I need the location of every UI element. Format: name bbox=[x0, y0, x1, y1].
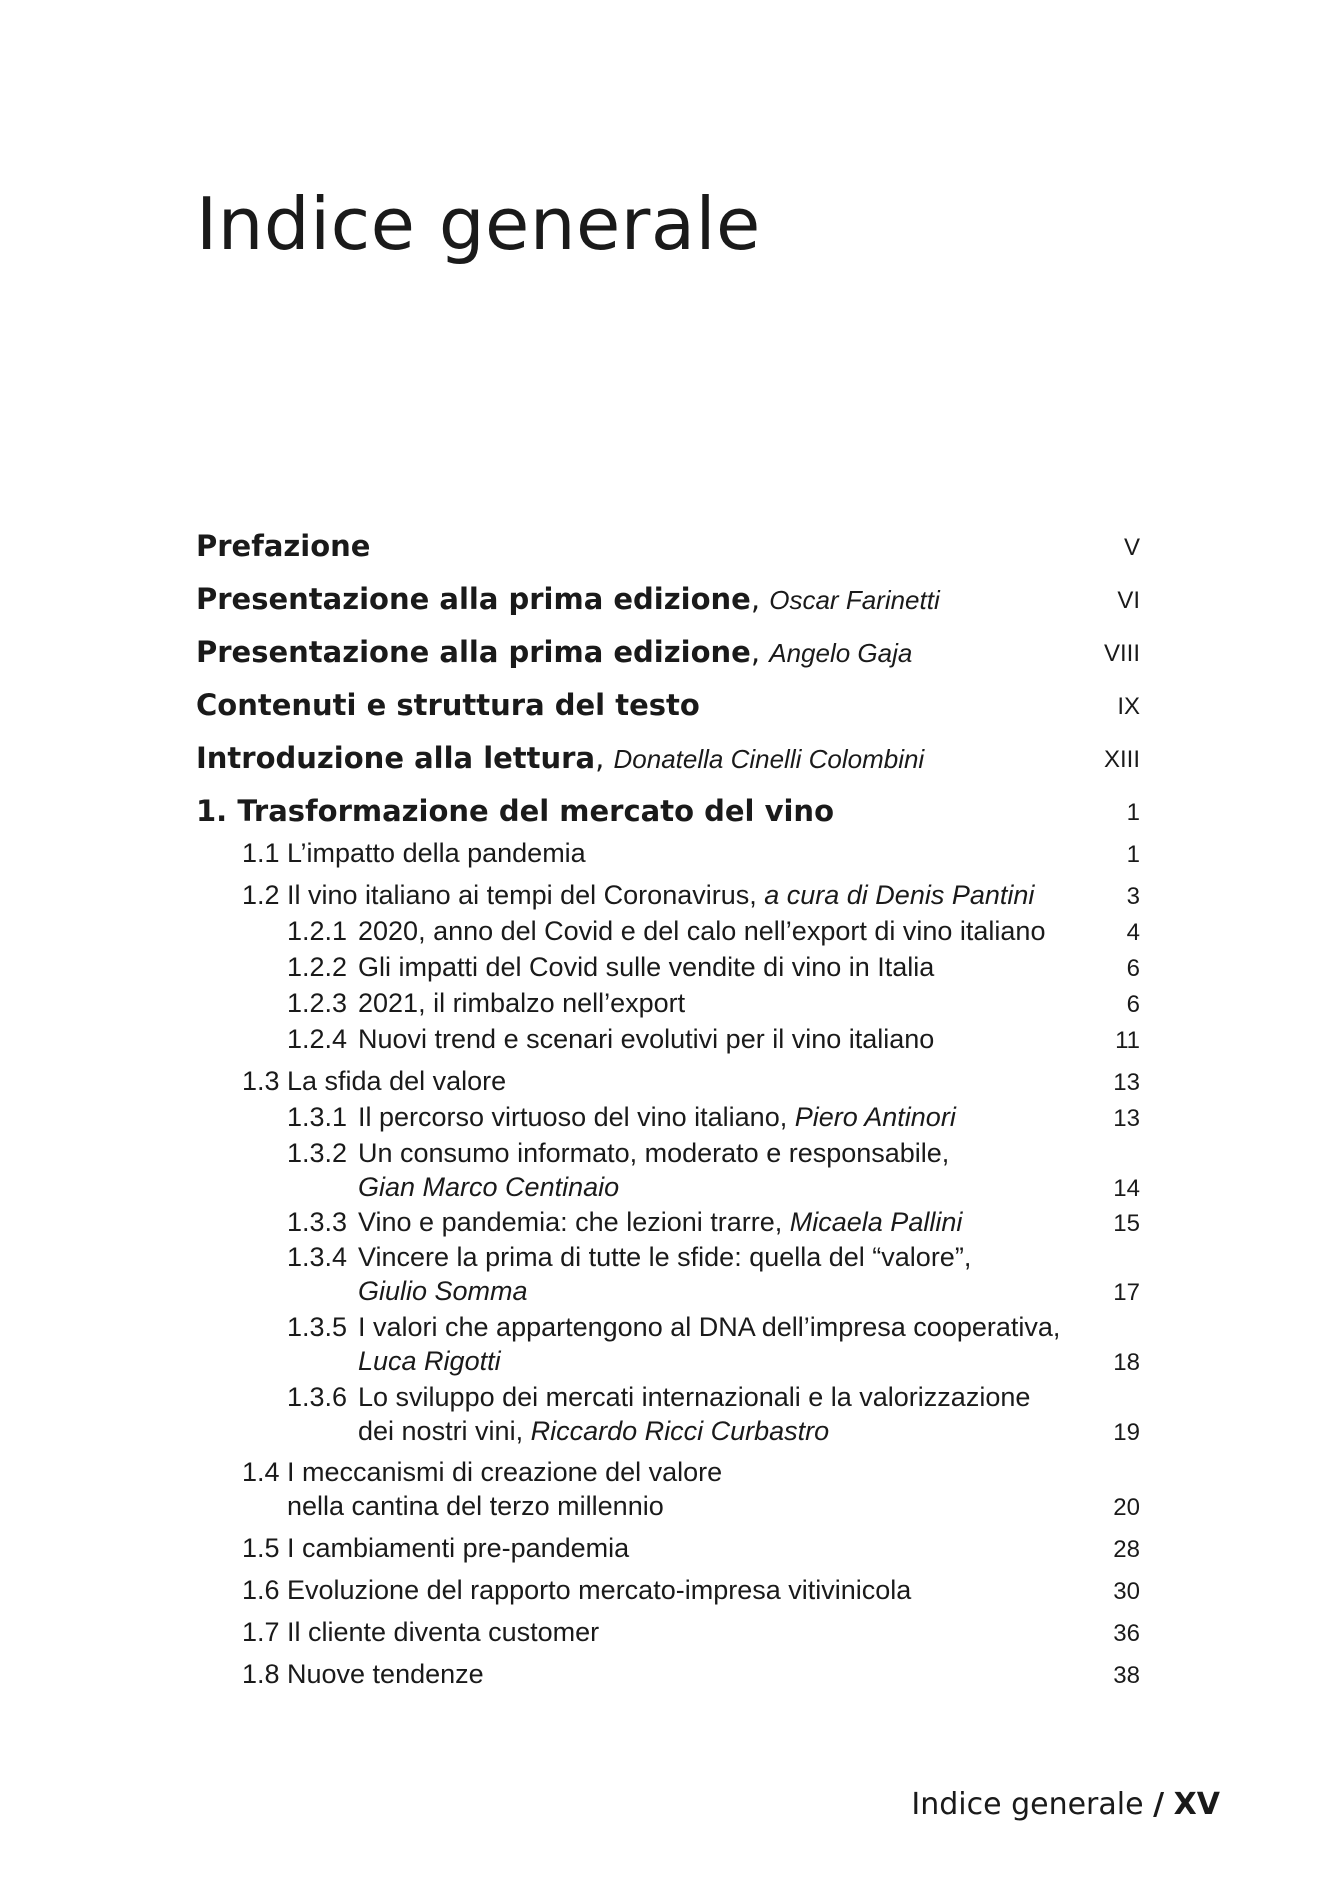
toc-section-title: Lo sviluppo dei mercati internazionali e la valorizzazione bbox=[358, 1382, 1031, 1412]
toc-section-title: Vino e pandemia: che lezioni trarre, bbox=[358, 1207, 783, 1237]
toc-page-number: 3 bbox=[1126, 883, 1140, 910]
toc-page-number: 18 bbox=[1113, 1349, 1140, 1376]
toc-entry-label: Presentazione alla prima edizione, Oscar Farinetti bbox=[196, 582, 940, 616]
toc-entry-label: Contenuti e struttura del testo bbox=[196, 688, 700, 722]
toc-section-title: Un consumo informato, moderato e responsabile, bbox=[358, 1138, 950, 1168]
toc-section-number: 1.5 bbox=[242, 1533, 280, 1563]
toc-section-title: Nuove tendenze bbox=[287, 1659, 484, 1689]
toc-entry-label: Introduzione alla lettura, Donatella Cinelli Colombini bbox=[196, 741, 925, 775]
toc-author: Micaela Pallini bbox=[789, 1207, 963, 1237]
toc-section-number: 1.3.4 bbox=[287, 1242, 348, 1272]
toc-page-number: 15 bbox=[1113, 1210, 1140, 1237]
toc-author: Riccardo Ricci Curbastro bbox=[530, 1416, 830, 1446]
toc-section-number: 1.3.6 bbox=[287, 1382, 348, 1412]
toc-section-number: 1.7 bbox=[242, 1617, 280, 1647]
toc-section-title: Vincere la prima di tutte le sfide: quella del “valore”, bbox=[358, 1242, 972, 1272]
page-footer bbox=[911, 1787, 1220, 1822]
toc-section-number: 1.3.5 bbox=[287, 1312, 348, 1342]
toc-page-number: 1 bbox=[1126, 799, 1140, 826]
toc-section-title: Evoluzione del rapporto mercato-impresa vitivinicola bbox=[287, 1575, 912, 1605]
toc-page-number: 19 bbox=[1113, 1419, 1140, 1446]
toc-section-number: 1.4 bbox=[242, 1457, 280, 1487]
toc-page-number: 14 bbox=[1113, 1175, 1140, 1202]
toc-section-number: 1.2.1 bbox=[287, 916, 348, 946]
toc-section-title: Il cliente diventa customer bbox=[287, 1617, 600, 1647]
toc-section-number: 1.3.3 bbox=[287, 1207, 348, 1237]
toc-page-number: IX bbox=[1117, 693, 1140, 720]
toc-author: Angelo Gaja bbox=[769, 638, 913, 668]
toc-section-number: 1.2.3 bbox=[287, 988, 348, 1018]
toc-author: a cura di Denis Pantini bbox=[764, 880, 1035, 910]
toc-chapter-label: 1. Trasformazione del mercato del vino bbox=[196, 794, 834, 828]
toc-author: Gian Marco Centinaio bbox=[358, 1172, 620, 1202]
toc-section-title: Gli impatti del Covid sulle vendite di vino in Italia bbox=[358, 952, 935, 982]
toc-section-title-cont: dei nostri vini, bbox=[358, 1416, 524, 1446]
toc-section-number: 1.2 bbox=[242, 880, 280, 910]
toc-author: Oscar Farinetti bbox=[769, 585, 940, 615]
toc-section-title-cont: nella cantina del terzo millennio bbox=[287, 1491, 664, 1521]
toc-section-title: L’impatto della pandemia bbox=[287, 838, 586, 868]
toc-section-number: 1.3.2 bbox=[287, 1138, 348, 1168]
toc-section-title: I cambiamenti pre-pandemia bbox=[287, 1533, 630, 1563]
toc-page-number: V bbox=[1123, 534, 1140, 561]
toc-section-title: Nuovi trend e scenari evolutivi per il vino italiano bbox=[358, 1024, 935, 1054]
toc-section-number: 1.2.2 bbox=[287, 952, 348, 982]
toc-section-title: 2021, il rimbalzo nell’export bbox=[358, 988, 686, 1018]
toc-page-number: 38 bbox=[1113, 1662, 1140, 1689]
toc-page-number: 13 bbox=[1113, 1069, 1140, 1096]
toc-page-number: 17 bbox=[1113, 1279, 1140, 1306]
toc-section-number: 1.3 bbox=[242, 1066, 280, 1096]
toc-page-number: 11 bbox=[1115, 1027, 1140, 1054]
toc-page-number: 4 bbox=[1126, 919, 1140, 946]
toc-page-number: VI bbox=[1117, 587, 1140, 614]
toc-page-number: 36 bbox=[1113, 1620, 1140, 1647]
toc-section-number: 1.6 bbox=[242, 1575, 280, 1605]
toc-author: Luca Rigotti bbox=[358, 1346, 501, 1376]
toc-page-number: 30 bbox=[1113, 1578, 1140, 1605]
toc-author: Piero Antinori bbox=[794, 1102, 956, 1132]
toc-section-number: 1.1 bbox=[242, 838, 280, 868]
toc-page-number: 20 bbox=[1113, 1494, 1140, 1521]
toc-section-number: 1.2.4 bbox=[287, 1024, 348, 1054]
toc-section-title: 2020, anno del Covid e del calo nell’export di vino italiano bbox=[358, 916, 1046, 946]
page-title: Indice generale bbox=[196, 182, 761, 266]
footer-page-number: XV bbox=[1173, 1787, 1220, 1822]
toc-page-number: 6 bbox=[1126, 991, 1140, 1018]
toc-entry-label: Presentazione alla prima edizione, Angelo Gaja bbox=[196, 635, 913, 669]
toc-page-number: 6 bbox=[1126, 955, 1140, 982]
toc-page-number: 1 bbox=[1126, 841, 1140, 868]
footer-title: Indice generale bbox=[911, 1787, 1144, 1822]
toc-section-title: Il vino italiano ai tempi del Coronavirus, bbox=[287, 880, 757, 910]
toc-section-title: La sfida del valore bbox=[287, 1066, 507, 1096]
toc-page-number: 28 bbox=[1113, 1536, 1140, 1563]
footer-separator: / bbox=[1153, 1787, 1165, 1822]
toc-section-title: I valori che appartengono al DNA dell’impresa cooperativa, bbox=[358, 1312, 1061, 1342]
toc-author: Donatella Cinelli Colombini bbox=[613, 744, 925, 774]
toc-section-number: 1.8 bbox=[242, 1659, 280, 1689]
toc-section-title: Il percorso virtuoso del vino italiano, bbox=[358, 1102, 788, 1132]
toc-section-number: 1.3.1 bbox=[287, 1102, 348, 1132]
toc-author: Giulio Somma bbox=[358, 1276, 528, 1306]
toc-page-number: VIII bbox=[1103, 640, 1140, 667]
toc-section-title: I meccanismi di creazione del valore bbox=[287, 1457, 723, 1487]
toc-entry-label: Prefazione bbox=[196, 529, 371, 563]
toc-page-number: XIII bbox=[1103, 746, 1140, 773]
toc-page-number: 13 bbox=[1113, 1105, 1140, 1132]
